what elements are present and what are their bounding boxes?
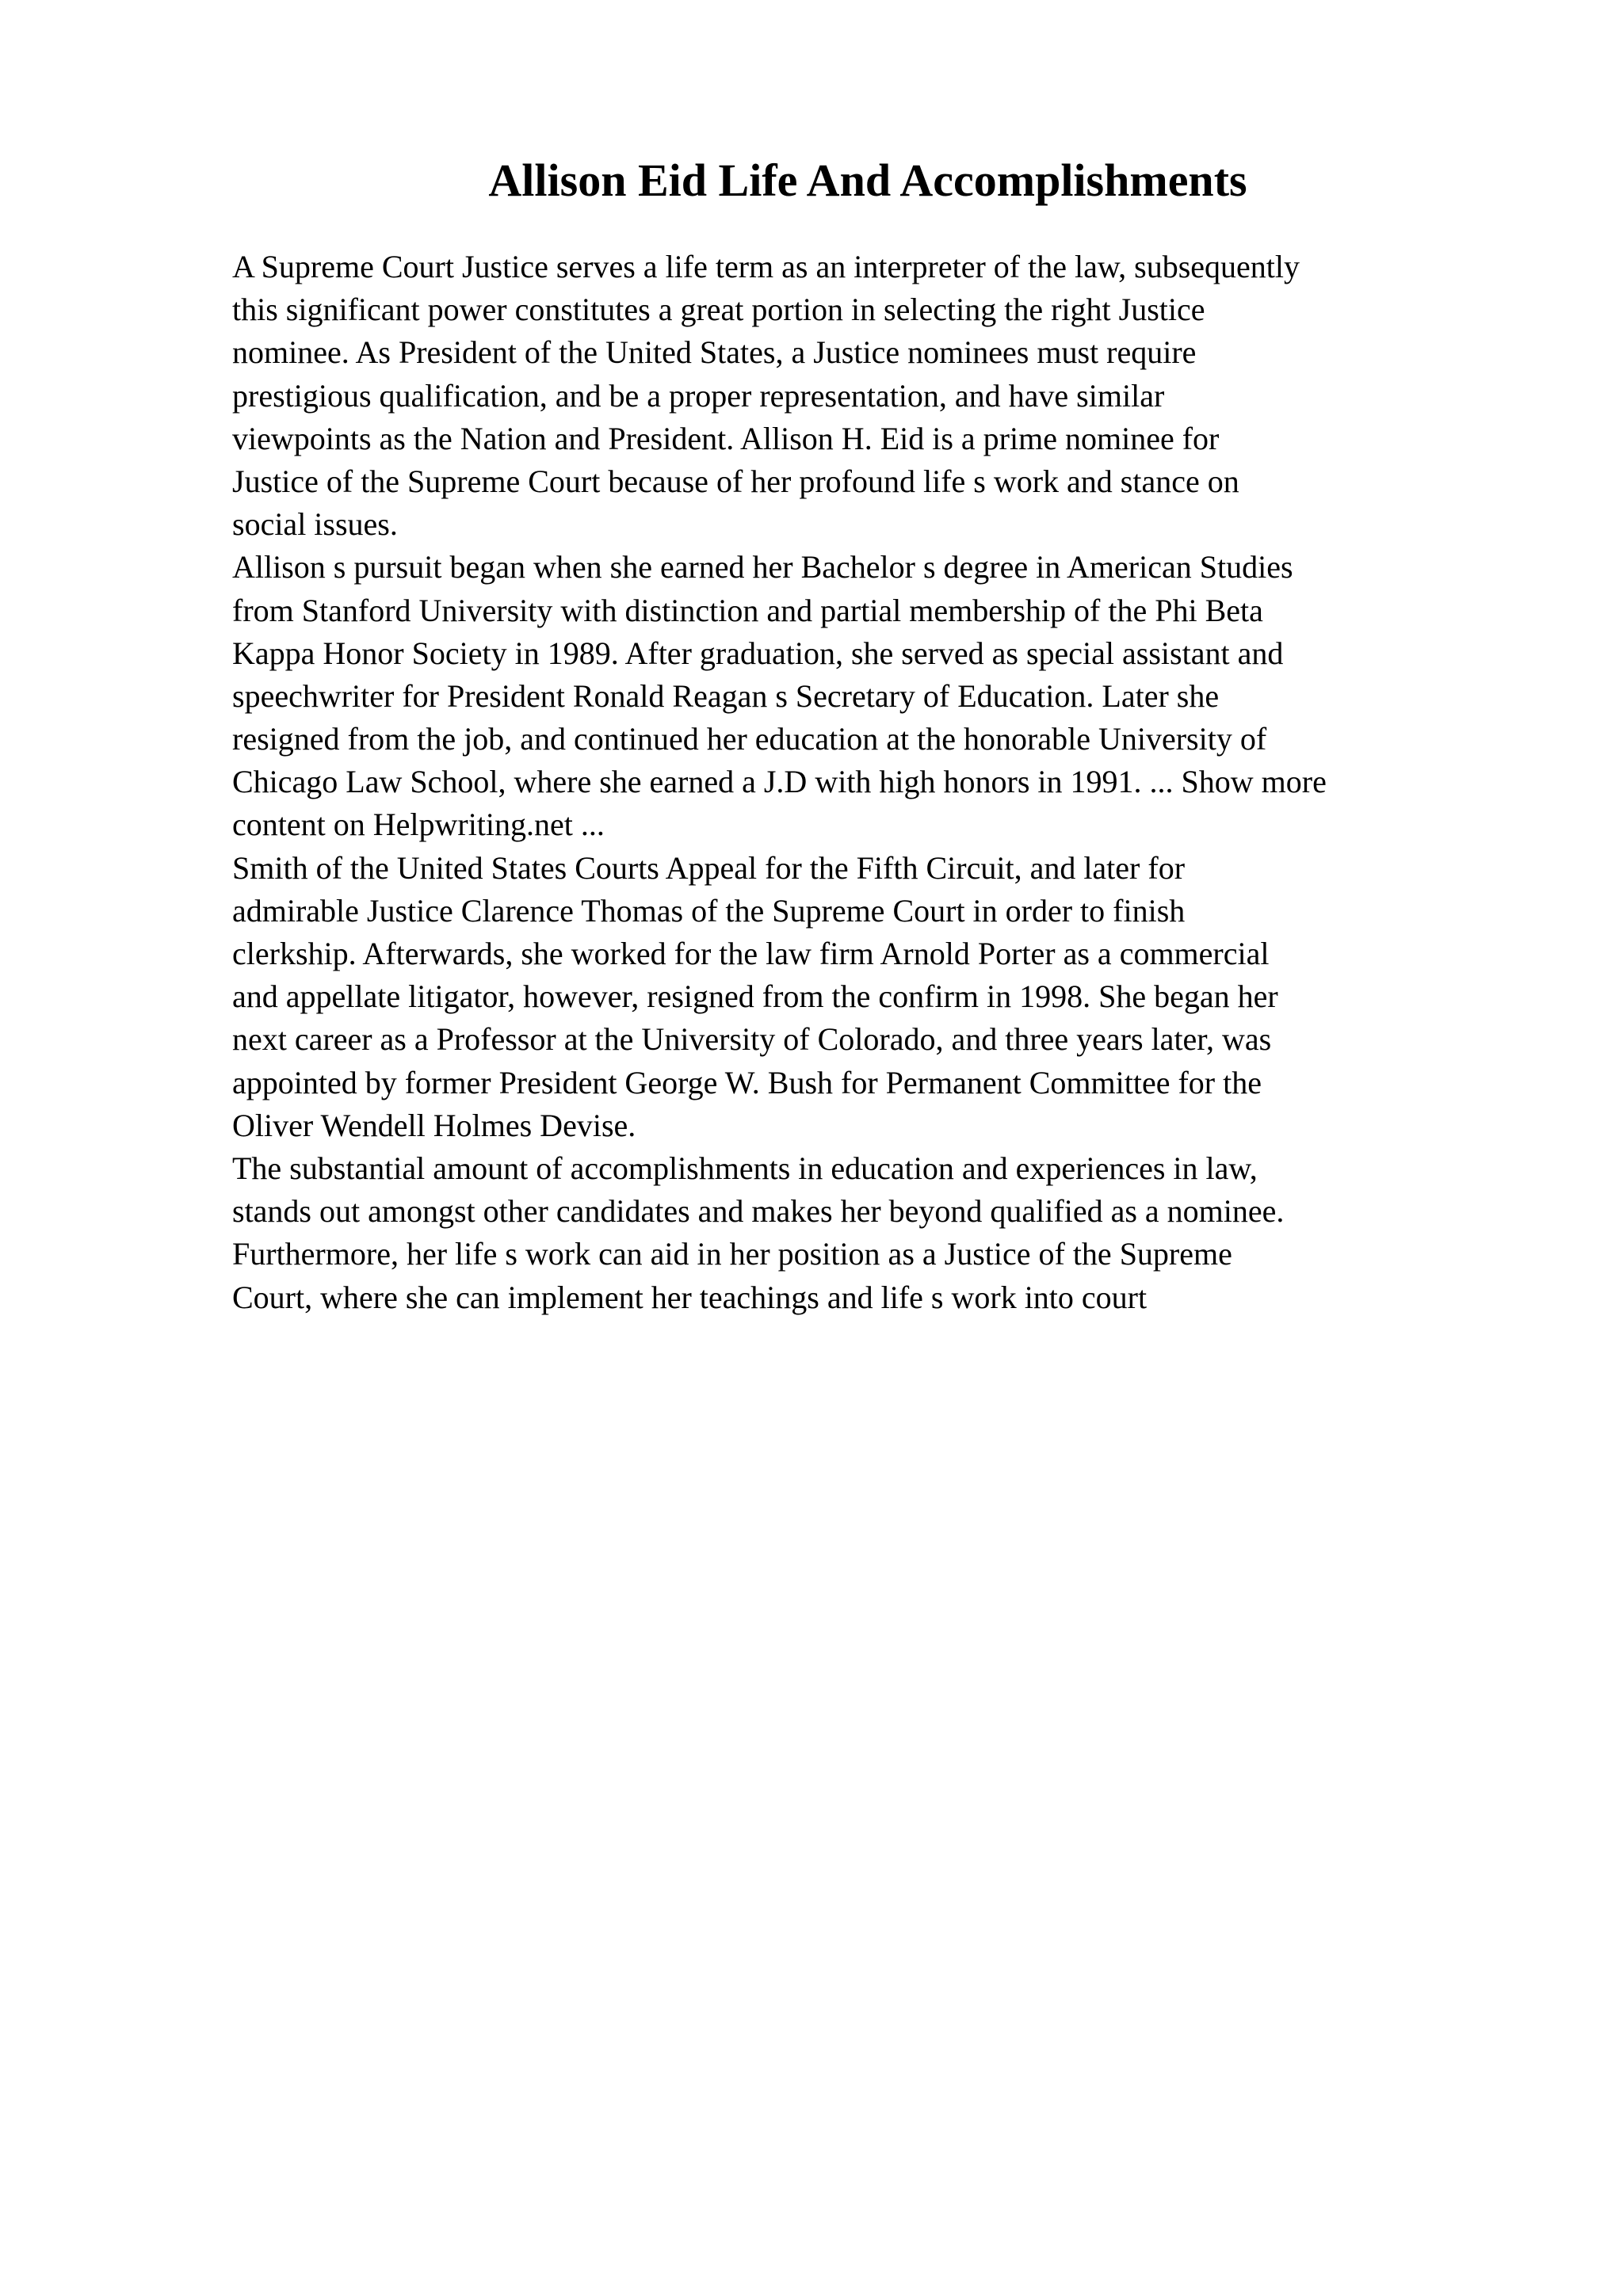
text-line: nominee. As President of the United States, a Justice nominees must require <box>232 334 1197 371</box>
text-line: A Supreme Court Justice serves a life term as an interpreter of the law, subsequently <box>232 249 1300 284</box>
text-line: admirable Justice Clarence Thomas of the Supreme Court in order to finish <box>232 892 1186 929</box>
text-line: appointed by former President George W. Bush for Permanent Committee for the <box>232 1064 1262 1100</box>
text-line: stands out amongst other candidates and makes her beyond qualified as a nominee. <box>232 1193 1285 1230</box>
text-line: social issues. <box>232 506 398 543</box>
text-line: resigned from the job, and continued her education at the honorable University of <box>232 721 1267 757</box>
text-line: Allison s pursuit began when she earned her Bachelor s degree in American Studies <box>232 549 1293 585</box>
text-line: from Stanford University with distinction and partial membership of the Phi Beta <box>232 592 1263 628</box>
text-line: speechwriter for President Ronald Reagan s Secretary of Education. Later she <box>232 677 1220 714</box>
text-line: clerkship. Afterwards, she worked for the law firm Arnold Porter as a commercial <box>232 936 1270 971</box>
text-line: The substantial amount of accomplishments in education and experiences in law, <box>232 1150 1258 1186</box>
text-line: Oliver Wendell Holmes Devise. <box>232 1107 636 1143</box>
document-body <box>232 246 1595 1319</box>
text-line: viewpoints as the Nation and President. Allison H. Eid is a prime nominee for <box>232 420 1220 456</box>
text-line: next career as a Professor at the University of Colorado, and three years later, was <box>232 1021 1272 1058</box>
text-line: Smith of the United States Courts Appeal for the Fifth Circuit, and later for <box>232 849 1186 886</box>
text-line: this significant power constitutes a great portion in selecting the right Justice <box>232 292 1205 328</box>
text-line: Furthermore, her life s work can aid in her position as a Justice of the Supreme <box>232 1236 1232 1272</box>
text-line: Kappa Honor Society in 1989. After graduation, she served as special assistant and <box>232 635 1284 671</box>
text-line: Court, where she can implement her teachings and life s work into court <box>232 1279 1148 1315</box>
document-title: Allison Eid Life And Accomplishments <box>488 154 1247 206</box>
text-line: content on Helpwriting.net ... <box>232 807 605 843</box>
text-line: Chicago Law School, where she earned a J.D with high honors in 1991. ... Show more <box>232 764 1327 800</box>
text-line: prestigious qualification, and be a proper representation, and have similar <box>232 377 1165 414</box>
text-line: Justice of the Supreme Court because of her profound life s work and stance on <box>232 463 1239 499</box>
text-line: and appellate litigator, however, resigned from the confirm in 1998. She began her <box>232 978 1278 1015</box>
